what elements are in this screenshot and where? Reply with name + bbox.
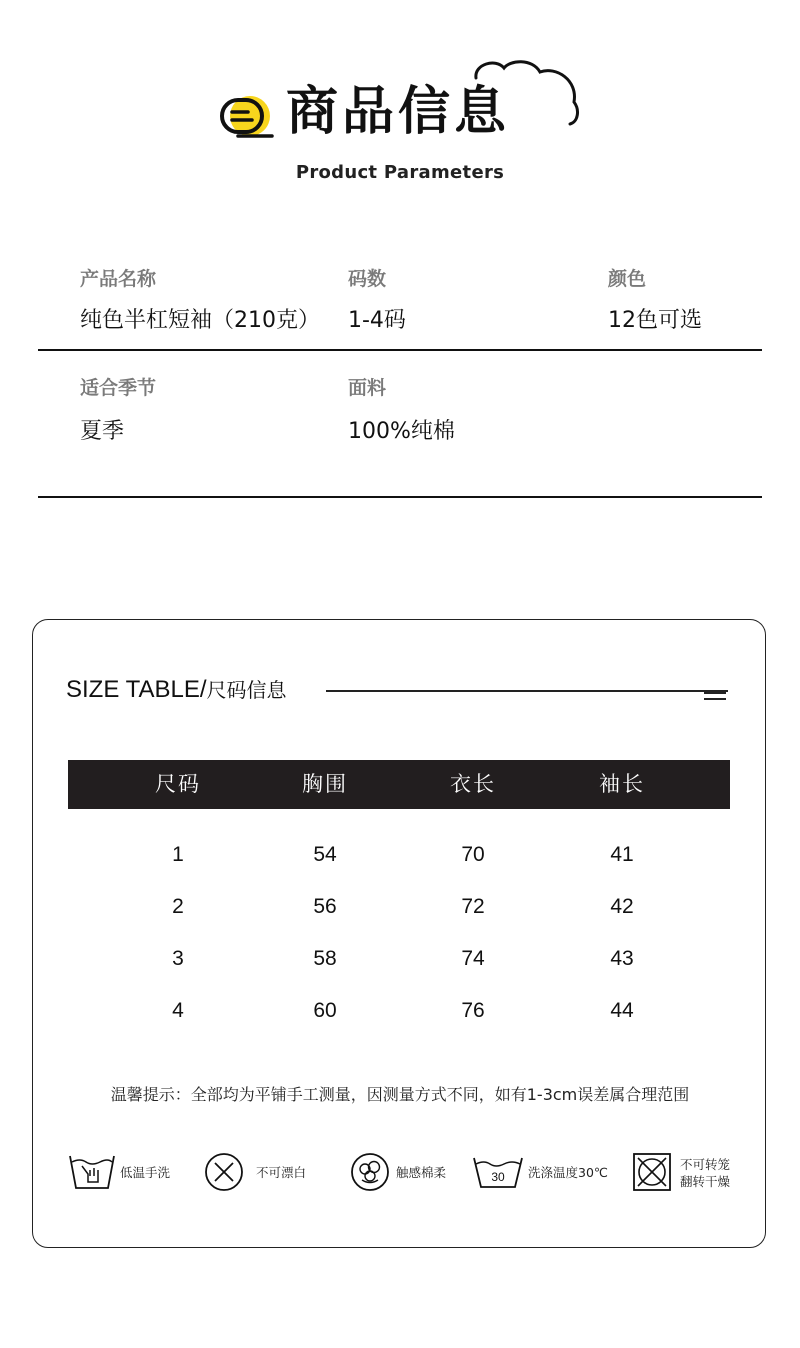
table-cell: 41 xyxy=(610,843,634,866)
table-cell: 76 xyxy=(461,999,485,1022)
size-table-title-cn: 尺码信息 xyxy=(206,678,287,702)
care-label-wash-temp: 洗涤温度30℃ xyxy=(528,1165,608,1180)
wash-temp-icon xyxy=(472,1154,524,1190)
table-cell: 72 xyxy=(461,895,485,918)
column-header-length: 衣长 xyxy=(450,772,496,796)
table-cell: 54 xyxy=(313,843,337,866)
table-cell: 60 xyxy=(313,999,337,1022)
cloud-outline-icon xyxy=(470,58,582,130)
menu-lines-icon xyxy=(704,692,726,704)
param-value-size: 1-4码 xyxy=(348,308,406,333)
divider xyxy=(38,496,762,498)
table-cell: 44 xyxy=(610,999,634,1022)
table-cell: 70 xyxy=(461,843,485,866)
column-header-sleeve: 袖长 xyxy=(599,772,645,796)
cotton-icon xyxy=(350,1152,390,1192)
measurement-tip: 温馨提示：全部均为平铺手工测量，因测量方式不同，如有1-3cm误差属合理范围 xyxy=(110,1085,690,1104)
care-label-line: 不可转笼 xyxy=(680,1157,731,1172)
table-cell: 74 xyxy=(461,947,485,970)
no-tumble-dry-icon xyxy=(632,1152,672,1192)
table-cell: 43 xyxy=(610,947,634,970)
table-cell: 1 xyxy=(172,843,184,866)
param-label-season: 适合季节 xyxy=(80,377,157,399)
column-header-size: 尺码 xyxy=(155,772,201,796)
param-label-product-name: 产品名称 xyxy=(80,268,157,290)
page-subtitle: Product Parameters xyxy=(295,162,505,183)
param-label-size: 码数 xyxy=(348,268,387,290)
column-header-chest: 胸围 xyxy=(302,772,348,796)
size-table-header xyxy=(68,760,730,809)
page-title: 商品信息 xyxy=(286,82,511,142)
care-label-no-bleach: 不可漂白 xyxy=(256,1165,307,1180)
table-cell: 42 xyxy=(610,895,634,918)
table-cell: 58 xyxy=(313,947,337,970)
chat-bubble-icon xyxy=(218,92,274,144)
param-value-season: 夏季 xyxy=(80,419,125,444)
table-cell: 56 xyxy=(313,895,337,918)
divider xyxy=(38,349,762,351)
table-cell: 3 xyxy=(172,947,184,970)
param-value-fabric: 100%纯棉 xyxy=(348,419,455,444)
care-label-line: 翻转干燥 xyxy=(680,1174,731,1189)
care-label-cotton: 触感棉柔 xyxy=(396,1165,447,1180)
table-cell: 2 xyxy=(172,895,184,918)
title-rule xyxy=(326,690,728,692)
size-table-title-en: SIZE TABLE/ xyxy=(66,676,207,703)
param-label-color: 颜色 xyxy=(608,268,647,290)
param-value-product-name: 纯色半杠短袖（210克） xyxy=(80,308,320,333)
table-cell: 4 xyxy=(172,999,184,1022)
param-label-fabric: 面料 xyxy=(348,377,387,399)
care-label-no-tumble-dry xyxy=(680,1156,730,1190)
no-bleach-icon xyxy=(204,1152,244,1192)
size-table-title xyxy=(66,674,287,704)
hand-wash-icon xyxy=(68,1152,116,1192)
care-label-hand-wash: 低温手洗 xyxy=(120,1165,171,1180)
wash-temp-value: 30 xyxy=(491,1170,505,1184)
param-value-color: 12色可选 xyxy=(608,308,702,333)
